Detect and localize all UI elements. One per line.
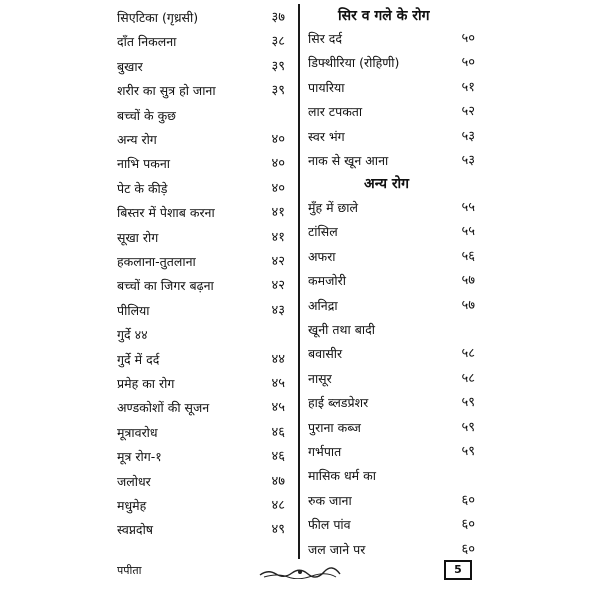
entry-page-number: ५७ (461, 273, 475, 289)
index-entry (308, 270, 475, 292)
entry-title: पायरिया (308, 79, 345, 95)
entry-title: नाभि पकना (117, 156, 171, 172)
index-entry (117, 153, 295, 175)
entry-page-number: ४३ (271, 302, 285, 318)
entry-page-number: ४७ (271, 473, 285, 489)
index-entry (117, 31, 295, 53)
entry-page-number: ४२ (271, 278, 285, 294)
index-entry (117, 178, 295, 200)
index-entry (117, 7, 295, 29)
entry-title: दाँत निकलना (117, 34, 177, 50)
entry-title: जलोधर (117, 473, 151, 489)
entry-page-number: ५१ (461, 79, 475, 95)
index-entry (117, 446, 295, 468)
entry-title: पुराना कब्ज (308, 419, 361, 435)
entry-page-number: ६० (461, 492, 475, 508)
entry-title: मूत्र रोग-१ (117, 449, 162, 465)
index-entry (308, 101, 475, 123)
index-entry (117, 227, 295, 249)
entry-page-number: ५० (461, 31, 475, 46)
entry-page-number: ३७ (271, 10, 285, 25)
entry-page-number: ५० (461, 55, 475, 71)
index-entry (117, 80, 295, 102)
footer-left-text: पपीता (117, 564, 142, 577)
column-divider (296, 4, 302, 559)
entry-page-number: ५९ (461, 395, 475, 411)
entry-page-number: ५७ (461, 297, 475, 313)
index-entry (117, 105, 295, 127)
entry-title: टांसिल (308, 224, 338, 240)
entry-title: हकलाना-तुतलाना (117, 254, 196, 269)
entry-title: अण्डकोशों की सूजन (117, 400, 210, 416)
entry-title: मासिक धर्म का (308, 468, 376, 484)
index-entry (117, 129, 295, 151)
entry-title: स्वप्नदोष (117, 522, 154, 538)
entry-title: बच्चों का जिगर बढ़ना (117, 278, 214, 294)
index-entry (308, 368, 475, 390)
entry-page-number: ४१ (271, 205, 285, 221)
entry-page-number: ५९ (461, 444, 475, 459)
entry-page-number: ५२ (461, 104, 475, 120)
section-heading-head-throat: सिर व गले के रोग (338, 8, 430, 24)
entry-title: खूनी तथा बादी (308, 322, 375, 337)
index-entry (117, 519, 295, 541)
entry-page-number: ५३ (461, 153, 475, 168)
entry-page-number: ६० (461, 541, 475, 557)
index-entry (117, 275, 295, 297)
entry-page-number: ५३ (461, 128, 475, 144)
index-entry (117, 471, 295, 493)
entry-page-number: ४५ (271, 400, 285, 416)
entry-page-number: ४२ (271, 254, 285, 269)
index-entry (117, 56, 295, 78)
index-entry (308, 417, 475, 439)
entry-page-number: ३८ (271, 34, 285, 50)
entry-title: नाक से खून आना (308, 153, 389, 168)
entry-page-number: ४१ (271, 229, 285, 245)
entry-title: लार टपकता (308, 104, 363, 120)
entry-title: बवासीर (308, 346, 343, 362)
entry-title: गुर्दे ४४ (117, 327, 148, 343)
entry-title: गुर्दे में दर्द (117, 351, 160, 367)
entry-title: बिस्तर में पेशाब करना (117, 205, 215, 221)
entry-title: अन्य रोग (117, 132, 157, 147)
index-entry (308, 490, 475, 512)
index-entry (117, 300, 295, 322)
index-entry (308, 539, 475, 561)
entry-page-number: ४० (271, 156, 285, 172)
index-entry (308, 514, 475, 536)
entry-page-number: ५९ (461, 419, 475, 435)
entry-title: सूखा रोग (117, 229, 159, 245)
index-entry (308, 392, 475, 414)
index-entry (117, 202, 295, 224)
entry-title: पेट के कीड़े (117, 180, 168, 196)
entry-page-number: ४४ (271, 351, 285, 367)
entry-title: हाई ब्लडप्रेशर (308, 395, 369, 411)
entry-page-number: ३९ (271, 58, 285, 74)
entry-page-number: ४८ (271, 498, 285, 513)
index-entry (308, 343, 475, 365)
entry-title: अनिद्रा (308, 297, 338, 313)
index-entry (117, 373, 295, 395)
index-entry (308, 77, 475, 99)
entry-title: डिफ्थीरिया (रोहिणी) (308, 55, 400, 71)
entry-title: फील पांव (308, 517, 351, 533)
entry-page-number: ४६ (271, 449, 285, 465)
entry-page-number: ३९ (271, 83, 285, 99)
index-entry (117, 324, 295, 346)
entry-page-number: ४९ (271, 522, 285, 538)
entry-title: अफरा (308, 248, 336, 264)
index-entry (308, 295, 475, 317)
entry-title: सिएटिका (गृध्रसी) (117, 10, 199, 25)
entry-title: स्वर भंग (308, 128, 345, 144)
index-entry (308, 319, 475, 341)
index-entry (117, 251, 295, 273)
index-entry (308, 246, 475, 268)
index-entry (308, 52, 475, 74)
entry-page-number: ६० (461, 517, 475, 533)
index-entry (308, 221, 475, 243)
entry-page-number: ४५ (271, 376, 285, 391)
entry-title: कमजोरी (308, 273, 346, 289)
entry-page-number: ५८ (461, 370, 475, 386)
index-entry (117, 422, 295, 444)
entry-title: नासूर (308, 370, 332, 386)
index-entry (308, 465, 475, 487)
entry-title: रुक जाना (308, 492, 352, 508)
entry-title: बच्चों के कुछ (117, 107, 176, 123)
entry-title: बुखार (117, 58, 143, 74)
entry-title: मधुमेह (117, 498, 147, 513)
entry-page-number: ५८ (461, 346, 475, 362)
entry-page-number: ४० (271, 132, 285, 147)
index-entry (308, 150, 475, 172)
entry-page-number: ५५ (461, 200, 475, 215)
section-heading-other-diseases: अन्य रोग (364, 176, 410, 192)
index-entry (117, 495, 295, 517)
entry-title: जल जाने पर (308, 541, 366, 557)
index-entry (117, 397, 295, 419)
index-entry (308, 28, 475, 50)
index-entry (117, 349, 295, 371)
entry-title: सिर दर्द (308, 31, 343, 46)
entry-title: शरीर का सुत्र हो जाना (117, 83, 216, 99)
entry-title: प्रमेह का रोग (117, 376, 175, 391)
page-number-box: 5 (444, 560, 472, 580)
footer-ornament-icon (258, 567, 342, 579)
index-entry (308, 126, 475, 148)
entry-title: पीलिया (117, 302, 150, 318)
entry-page-number: ५५ (461, 224, 475, 240)
index-entry (308, 441, 475, 463)
entry-title: मुँह में छाले (308, 200, 359, 215)
index-entry (308, 197, 475, 219)
entry-page-number: ४६ (271, 424, 285, 440)
entry-page-number: ५६ (461, 248, 475, 264)
entry-title: गर्भपात (308, 444, 342, 459)
entry-page-number: ४० (271, 180, 285, 196)
entry-title: मूत्रावरोध (117, 424, 158, 440)
